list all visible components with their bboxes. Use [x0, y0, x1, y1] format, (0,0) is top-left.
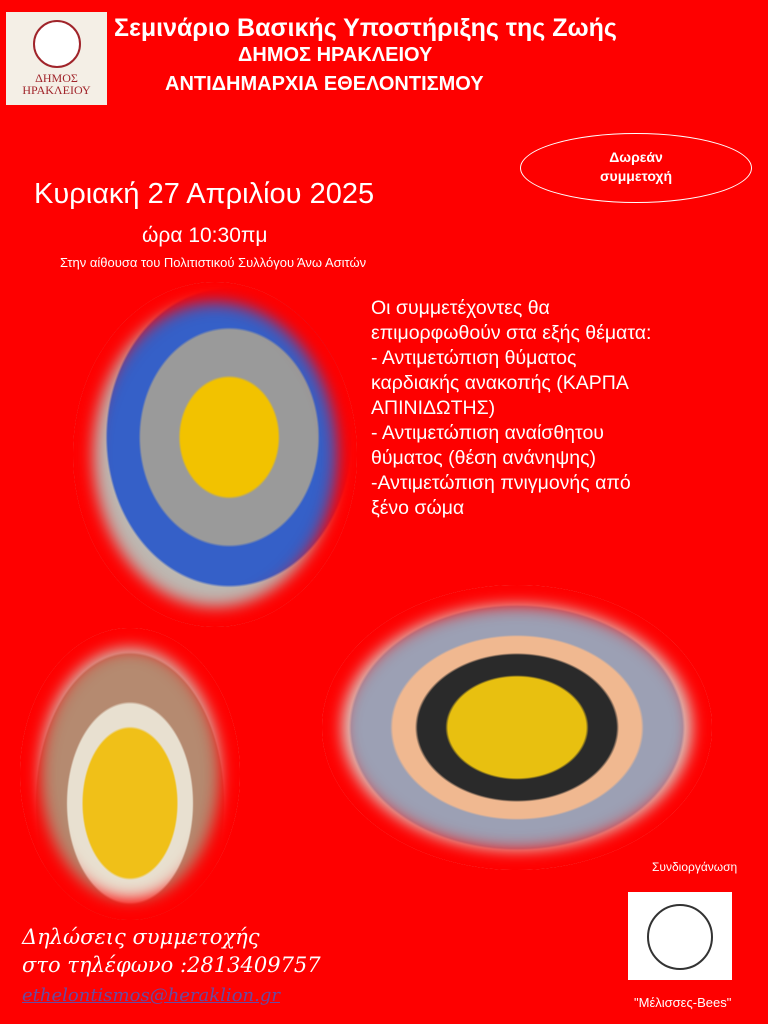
email-link[interactable]: ethelontismos@heraklion.gr: [22, 985, 280, 1006]
coorganizer-label: Συνδιοργάνωση: [652, 860, 738, 874]
event-time: ώρα 10:30πμ: [142, 224, 268, 247]
event-place: Στην αίθουσα του Πολιτιστικού Συλλόγου Άνω Ασιτών: [60, 255, 367, 270]
child-signs-photo: [20, 628, 240, 920]
department-name: ΑΝΤΙΔΗΜΑΡΧΙΑ ΕΘΕΛΟΝΤΙΣΜΟΥ: [165, 73, 484, 95]
municipality-logo: ΔΗΜΟΣ ΗΡΑΚΛΕΙΟΥ: [6, 12, 107, 105]
free-participation-badge: Δωρεάν συμμετοχή: [520, 133, 752, 203]
bee-icon: [647, 904, 713, 970]
coorganizer-name: "Μέλισσες-Bees": [634, 995, 732, 1010]
registration-text: Δηλώσεις συμμετοχής: [22, 925, 260, 949]
seal-icon: [33, 20, 81, 68]
rescue-breath-photo: [322, 585, 712, 870]
bees-logo: [628, 892, 732, 980]
topics-list: Οι συμμετέχοντες θα επιμορφωθούν στα εξής θέματα: - Αντιμετώπιση θύματος καρδιακής ανακοπής (ΚΑΡΠΑ ΑΠΙΝΙΔΩΤΗΣ) - Αντιμετώπιση αναίσθητου θύματος (θέση ανάνηψης) -Αντιμετώπιση πνιγμονής από ξένο σώμα: [371, 297, 652, 519]
cpr-photo: [73, 282, 357, 627]
municipality-name: ΔΗΜΟΣ ΗΡΑΚΛΕΙΟΥ: [238, 44, 433, 66]
seminar-title: Σεμινάριο Βασικής Υποστήριξης της Ζωής: [114, 14, 617, 42]
event-date: Κυριακή 27 Απριλίου 2025: [34, 178, 375, 210]
registration-phone: στο τηλέφωνο :2813409757: [22, 953, 321, 977]
